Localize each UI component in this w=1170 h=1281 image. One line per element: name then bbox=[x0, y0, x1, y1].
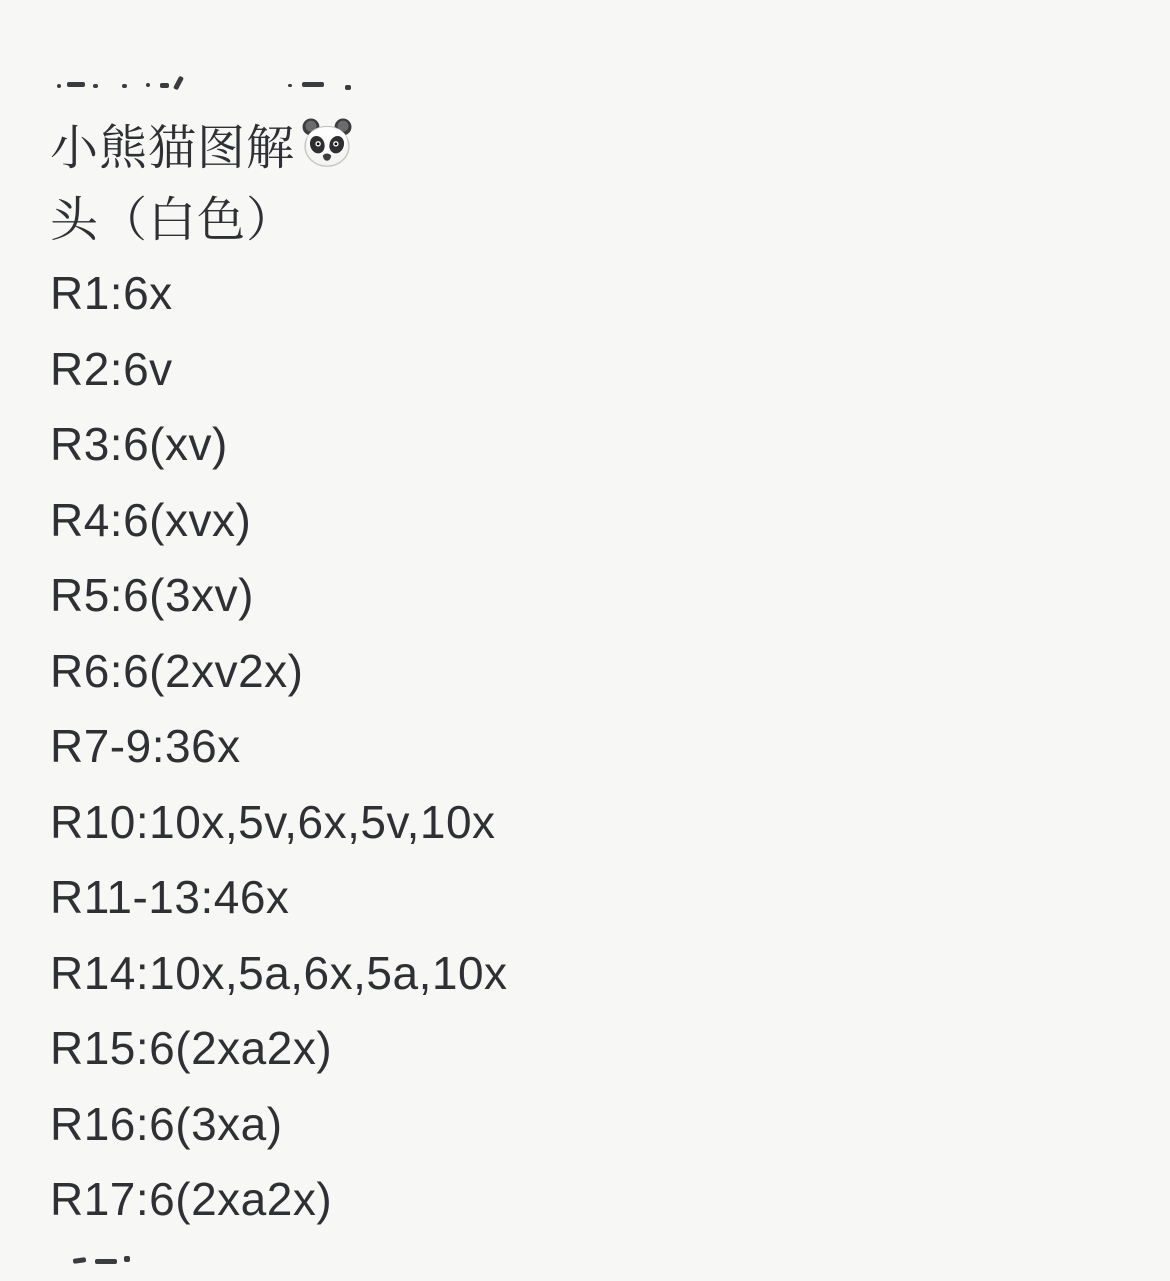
cropped-text-fragment bbox=[73, 1257, 87, 1264]
cropped-text-fragment bbox=[124, 1256, 130, 1262]
section-heading: 头（白色） bbox=[50, 194, 296, 247]
pattern-title: 小熊猫图解 bbox=[50, 121, 296, 175]
pattern-row: R3:6(xv) bbox=[50, 418, 228, 470]
pattern-row: R2:6v bbox=[50, 342, 173, 395]
cropped-text-fragment bbox=[93, 84, 98, 88]
cropped-text-fragment bbox=[302, 82, 324, 87]
pattern-rows bbox=[50, 256, 1150, 1238]
cropped-text-fragment bbox=[146, 83, 150, 87]
cropped-text-fragment bbox=[173, 76, 184, 91]
pattern-row: R11-13:46x bbox=[50, 871, 290, 923]
pattern-row: R6:6(2xv2x) bbox=[50, 644, 304, 697]
cropped-text-fragment bbox=[160, 83, 169, 88]
pattern-row: R10:10x,5v,6x,5v,10x bbox=[50, 795, 496, 848]
cropped-text-fragment bbox=[57, 84, 61, 88]
pattern-row: R7-9:36x bbox=[50, 720, 241, 772]
cropped-text-fragment bbox=[288, 84, 292, 87]
pattern-row: R16:6(3xa) bbox=[50, 1097, 283, 1150]
cropped-text-fragment bbox=[122, 84, 127, 88]
cropped-text-fragment bbox=[67, 82, 85, 87]
pattern-title-line bbox=[50, 106, 354, 180]
pattern-row: R4:6(xvx) bbox=[50, 493, 252, 546]
panda-emoji-icon bbox=[300, 116, 354, 170]
pattern-row: R15:6(2xa2x) bbox=[50, 1022, 333, 1074]
pattern-row: R5:6(3xv) bbox=[50, 569, 254, 621]
cropped-text-fragment bbox=[345, 85, 351, 90]
pattern-row: R14:10x,5a,6x,5a,10x bbox=[50, 946, 508, 999]
pattern-row: R1:6x bbox=[50, 267, 173, 319]
pattern-row: R17:6(2xa2x) bbox=[50, 1173, 333, 1225]
cropped-text-fragment bbox=[95, 1259, 117, 1264]
